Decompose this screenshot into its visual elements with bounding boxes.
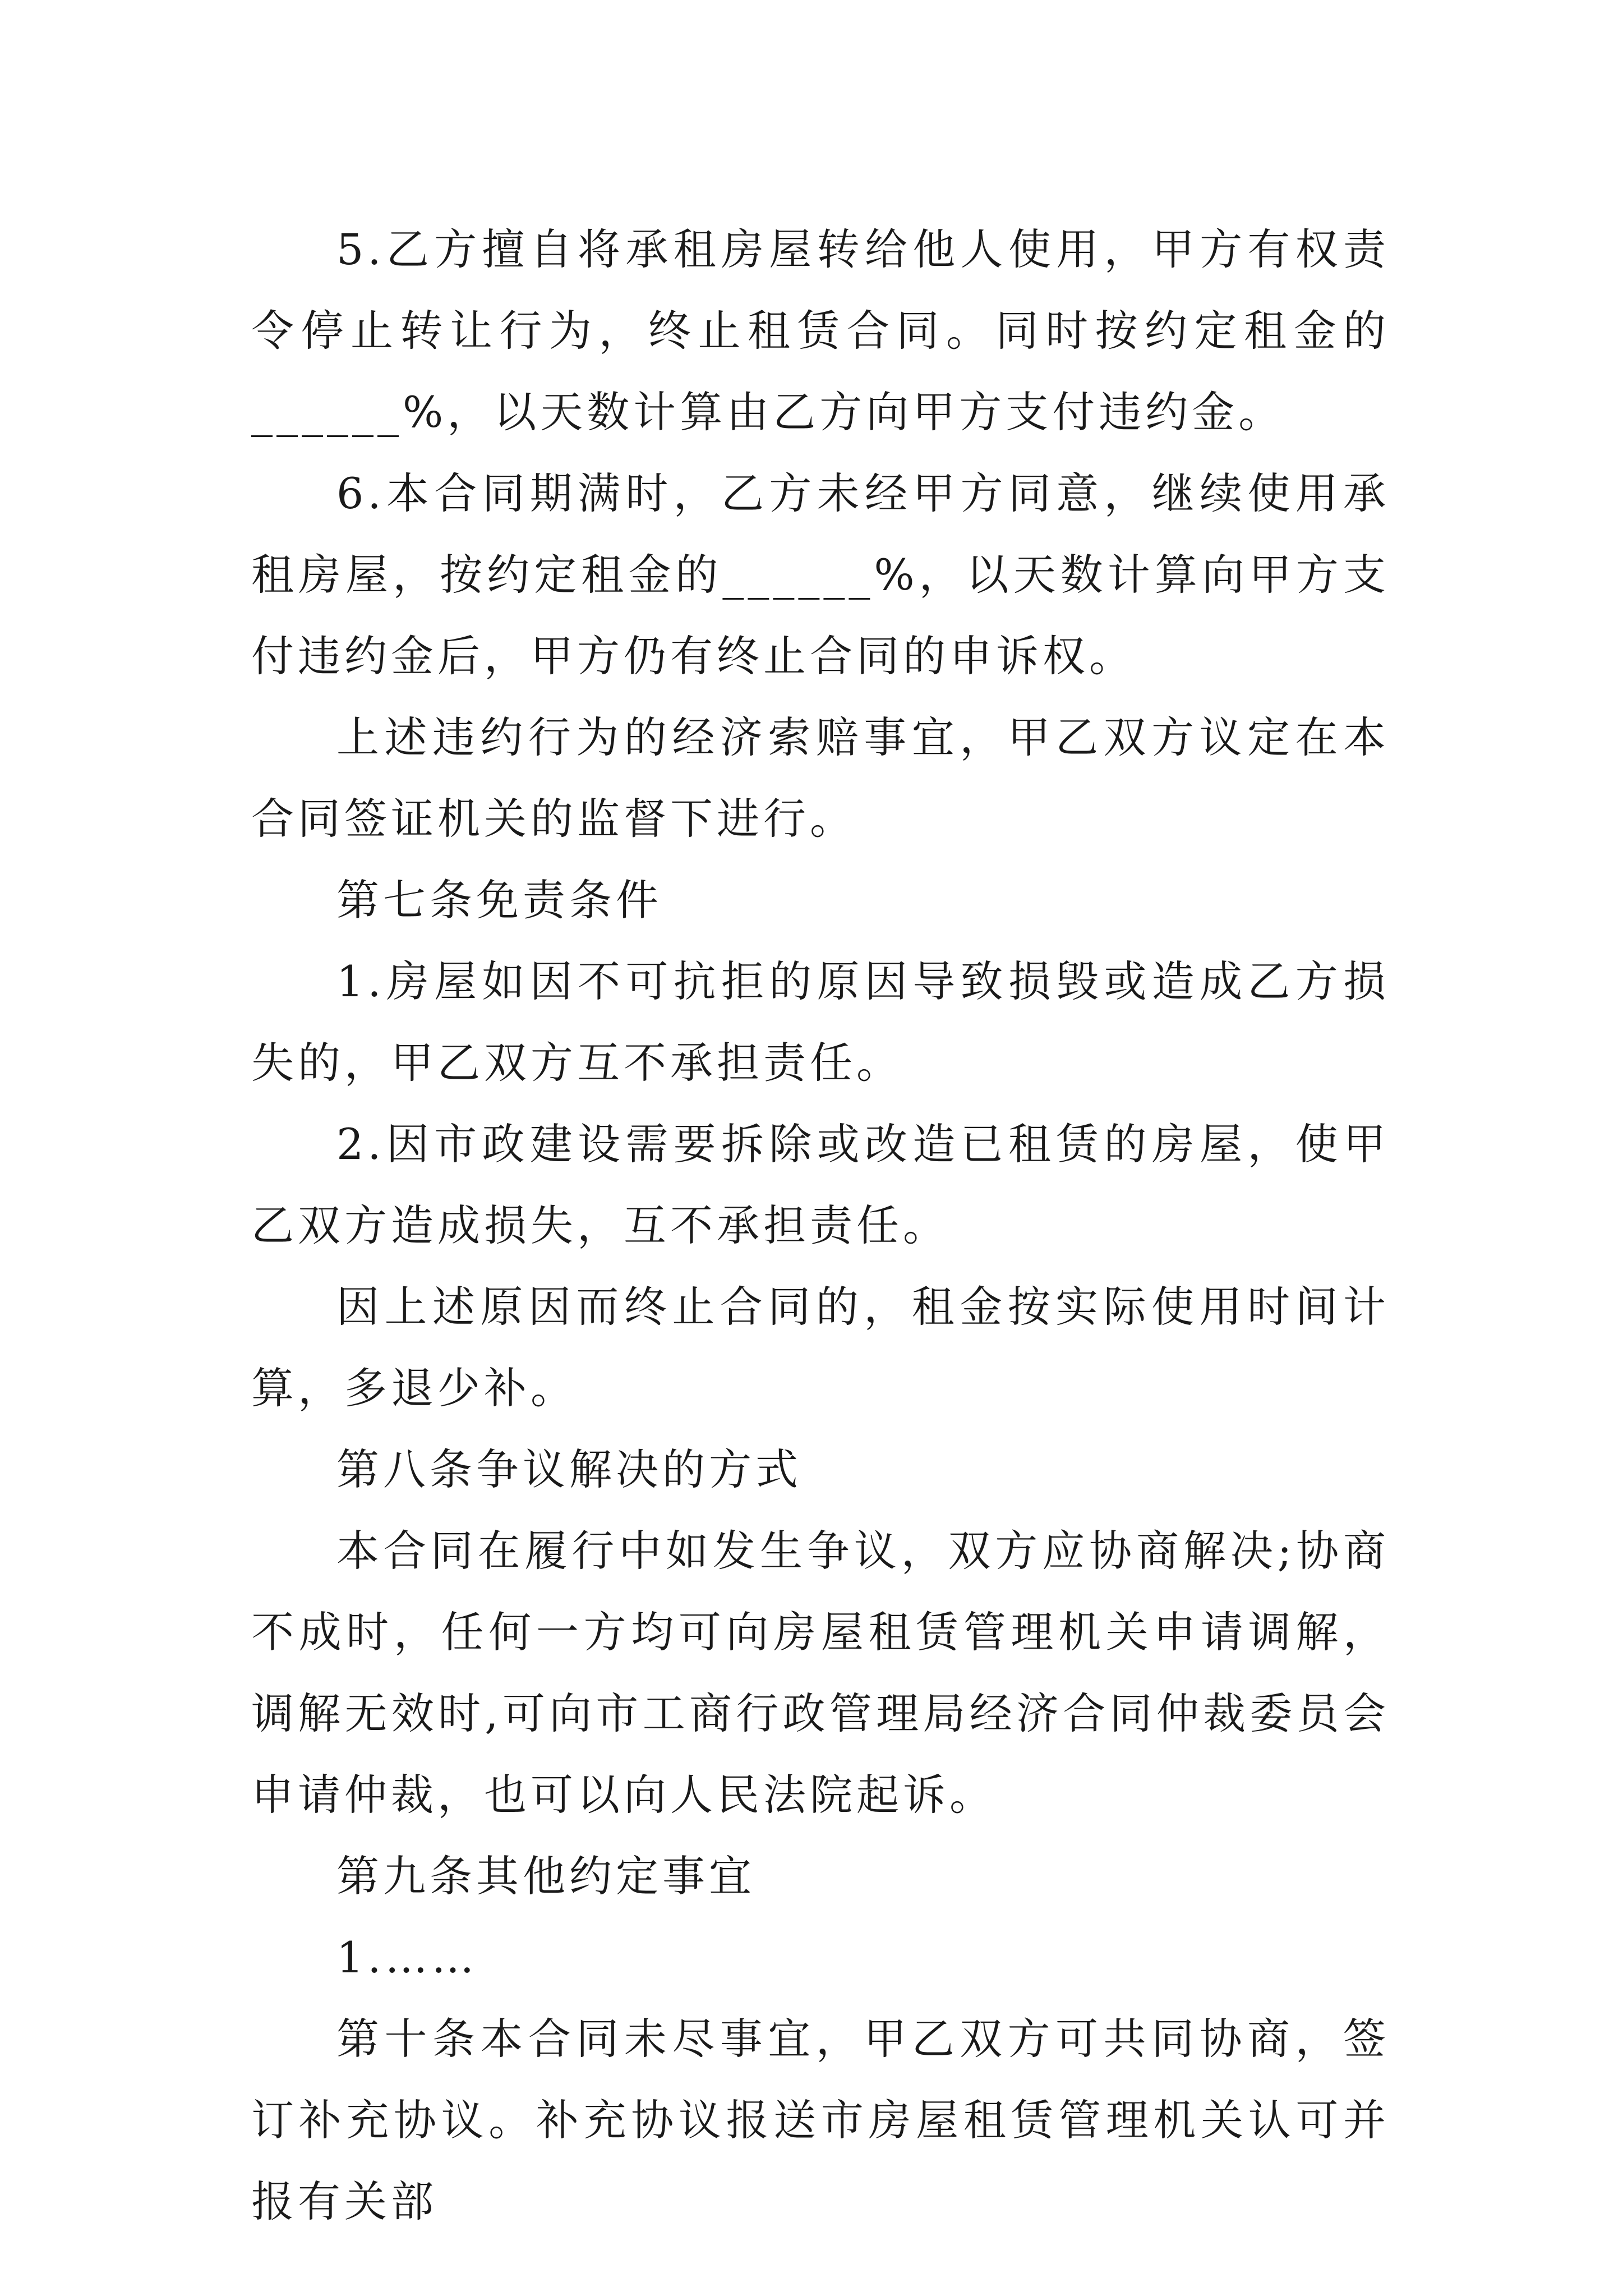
paragraph-article-7-item-1: 1.房屋如因不可抗拒的原因导致损毁或造成乙方损失的，甲乙双方互不承担责任。 [251, 956, 1390, 1088]
heading-article-8: 第八条争议解决的方式 [336, 1444, 802, 1494]
paragraph-compensation-supervision: 上述违约行为的经济索赔事宜，甲乙双方议定在本合同签证机关的监督下进行。 [251, 712, 1390, 844]
paragraph-rent-settlement: 因上述原因而终止合同的，租金按实际使用时间计算，多退少补。 [251, 1282, 1390, 1413]
paragraph-dispute-resolution: 本合同在履行中如发生争议，双方应协商解决;协商不成时，任何一方均可向房屋租赁管理机关申请调解，调解无效时,可向市工商行政管理局经济合同仲裁委员会申请仲裁，也可以向人民法院起诉。 [251, 1526, 1390, 1820]
paragraph-article-9-item-1: 1.…… [336, 1932, 478, 1982]
paragraph-article-10: 第十条本合同未尽事宜，甲乙双方可共同协商，签订补充协议。补充协议报送市房屋租赁管理机关认可并报有关部 [251, 2014, 1390, 2226]
paragraph-clause-5-sublet: 5.乙方擅自将承租房屋转给他人使用，甲方有权责令停止转让行为，终止租赁合同。同时按约定租金的______%，以天数计算由乙方向甲方支付违约金。 [251, 224, 1390, 437]
heading-article-9: 第九条其他约定事宜 [336, 1851, 755, 1901]
heading-article-7: 第七条免责条件 [336, 875, 662, 925]
paragraph-clause-6-overdue: 6.本合同期满时，乙方未经甲方同意，继续使用承租房屋，按约定租金的______%，以天数计算向甲方支付违约金后，甲方仍有终止合同的申诉权。 [251, 468, 1390, 681]
paragraph-article-7-item-2: 2.因市政建设需要拆除或改造已租赁的房屋，使甲乙双方造成损失，互不承担责任。 [251, 1119, 1390, 1250]
document-body [251, 209, 1390, 2242]
